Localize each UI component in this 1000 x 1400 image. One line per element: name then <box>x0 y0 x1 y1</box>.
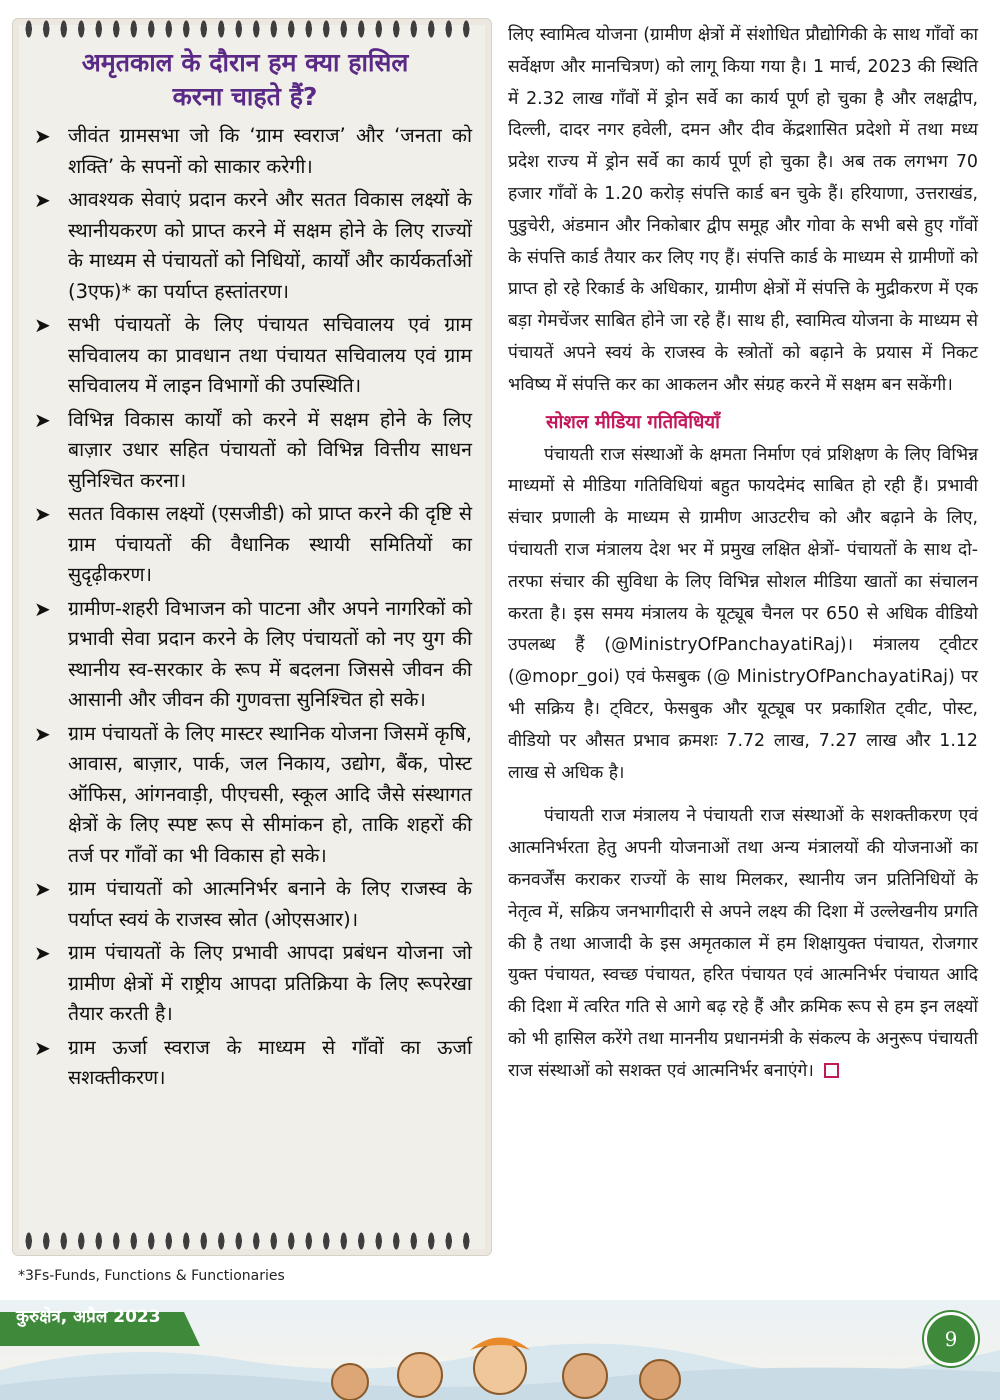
arrow-bullet-icon: ➤ <box>34 721 51 746</box>
paragraph-svamitva: लिए स्वामित्व योजना (ग्रामीण क्षेत्रों में संशोधित प्रौद्योगिकी के साथ गाँवों का सर्वेक्षण और मानचित्रण) को लागू किया गया है। 1 मार्च, 2023 की स्थिति में 2.32 लाख गाँवों में ड्रोन सर्वे का कार्य पूर्ण हो चुका है और लक्षद्वीप, दिल्ली, दादर नगर हवेली, दमन और दीव केंद्रशासित प्रदेशो में तथा मध्य प्रदेश राज्य में ड्रोन सर्वे का कार्य पूर्ण हो चुका है। अब तक लगभग 70 हजार गाँवों के 1.20 करोड़ संपत्ति कार्ड बन चुके हैं। हरियाणा, उत्तराखंड, पुडुचेरी, अंडमान और निकोबार द्वीप समूह और गोवा के सभी बसे हुए गाँवों के संपत्ति कार्ड तैयार कर लिए गए हैं। संपत्ति कार्ड के माध्यम से ग्रामीणों को प्राप्त हो रहे रिकार्ड के अधिकार, ग्रामीण क्षेत्रों में संपत्ति के मुद्रीकरण में एक बड़ा गेमचेंजर साबित होने जा रहे हैं। साथ ही, स्वामित्व योजना के माध्यम से पंचायतें अपने स्वयं के राजस्व के स्त्रोतों को बढ़ाने के प्रयास में निकट भविष्य में संपत्ति कर का आकलन और संग्रह करने में सक्षम बन सकेंगी। <box>508 25 978 395</box>
list-item <box>34 405 472 497</box>
arrow-bullet-icon: ➤ <box>34 596 51 621</box>
list-item-text: जीवंत ग्रामसभा जो कि ‘ग्राम स्वराज’ और ‘जनता को शक्ति’ के सपनों को साकार करेगी। <box>68 124 472 178</box>
box-title-line1: अमृतकाल के दौरान हम क्या हासिल <box>81 48 409 77</box>
list-item <box>34 121 472 182</box>
paragraph-conclusion <box>508 801 978 1087</box>
arrow-bullet-icon: ➤ <box>34 877 51 901</box>
list-item <box>34 310 472 402</box>
section-heading: सोशल मीडिया गतिविधियाँ <box>546 411 720 433</box>
article-column <box>508 20 978 1088</box>
list-item <box>34 938 472 1030</box>
arrow-bullet-icon: ➤ <box>34 188 51 212</box>
arrow-bullet-icon: ➤ <box>34 124 51 148</box>
list-item <box>34 1033 472 1094</box>
list-item-text: ग्राम पंचायतों के लिए प्रभावी आपदा प्रबंधन योजना जो ग्रामीण क्षेत्रों में राष्ट्रीय आपदा प्रतिक्रिया के लिए रूपरेखा तैयार करती है। <box>68 941 472 1025</box>
list-item-text: ग्रामीण-शहरी विभाजन को पाटना और अपने नागरिकों को प्रभावी सेवा प्रदान करने के लिए पंचायतों को नए युग की स्थानीय स्व-सरकार के रूप में बदलना जिससे जीवन की आसानी और जीवन की गुणवत्ता सुनिश्चित हो सके। <box>68 596 472 711</box>
list-item-text: ग्राम ऊर्जा स्वराज के माध्यम से गाँवों का ऊर्जा सशक्तीकरण। <box>68 1035 472 1089</box>
magazine-issue: कुरुक्षेत्र, अप्रैल 2023 <box>16 1307 161 1327</box>
end-mark-icon <box>824 1063 839 1078</box>
spiral-binding-top <box>20 16 480 42</box>
arrow-bullet-icon: ➤ <box>34 407 51 432</box>
list-item-text: ग्राम पंचायतों के लिए मास्टर स्थानिक योजना जिसमें कृषि, आवास, बाज़ार, पार्क, जल निकाय, उद्योग, बैंक, पोस्ट ऑफिस, आंगनवाड़ी, पीएचसी, स्कूल आदि जैसे संस्थागत क्षेत्रों के लिए स्पष्ट रूप से सीमांकन हो, ताकि शहरों की तर्ज पर गाँवों का भी विकास हो सके। <box>68 721 472 867</box>
paragraph-social-media: पंचायती राज संस्थाओं के क्षमता निर्माण एवं प्रशिक्षण के लिए विभिन्न माध्यमों से मीडिया गतिविधियां बहुत फायदेमंद साबित हो रही हैं। प्रभावी संचार प्रणाली के माध्यम से ग्रामीण आउटरीच को और बढ़ाने के लिए, पंचायती राज मंत्रालय देश भर में प्रमुख लक्षित क्षेत्रों- पंचायतों के साथ दो-तरफा संचार की सुविधा के लिए विभिन्न सोशल मीडिया खातों का संचालन करता है। इस समय मंत्रालय के यूट्यूब चैनल पर 650 से अधिक वीडियो उपलब्ध हैं (@MinistryOfPanchayatiRaj)। मंत्रालय ट्वीटर (@mopr_goi) एवं फेसबुक (@ MinistryOfPanchayatiRaj) पर भी सक्रिय है। ट्विटर, फेसबुक और यूट्यूब पर प्रकाशित ट्वीट, पोस्ट, वीडियो पर औसत प्रभाव क्रमशः 7.72 लाख, 7.27 लाख और 1.12 लाख से अधिक है। <box>508 444 978 783</box>
list-item-text: विभिन्न विकास कार्यों को करने में सक्षम होने के लिए बाज़ार उधार सहित पंचायतों को विभिन्न वित्तीय साधन सुनिश्चित करना। <box>68 407 472 492</box>
box-title-line2: करना चाहते हैं? <box>172 82 318 111</box>
spiral-binding-bottom <box>20 1228 480 1254</box>
arrow-bullet-icon: ➤ <box>34 313 51 337</box>
list-item-text: सभी पंचायतों के लिए पंचायत सचिवालय एवं ग्राम सचिवालय का प्रावधान तथा पंचायत सचिवालय एवं ग्राम सचिवालय में लाइन विभागों की उपस्थिति। <box>68 313 472 397</box>
list-item <box>34 499 472 591</box>
list-item-text: आवश्यक सेवाएं प्रदान करने और सतत विकास लक्ष्यों के स्थानीयकरण को प्राप्त करने में सक्षम होने के लिए राज्यों के माध्यम से पंचायतों को निधियों, कार्यों और कार्यकर्ताओं (3एफ)* का पर्याप्त हस्तांतरण। <box>68 188 472 303</box>
paragraph-conclusion-text: पंचायती राज मंत्रालय ने पंचायती राज संस्थाओं के सशक्तीकरण एवं आत्मनिर्भरता हेतु अपनी योजनाओं तथा अन्य मंत्रालयों की योजनाओं का कनवर्जेंस कराकर राज्यों के साथ मिलकर, स्थानीय जन प्रतिनिधियों के नेतृत्व में, सक्रिय जनभागीदारी से अपने लक्ष्य की दिशा में उल्लेखनीय प्रगति की है तथा आजादी के इस अमृतकाल में हम शिक्षायुक्त पंचायत, रोजगार युक्त पंचायत, स्वच्छ पंचायत, हरित पंचायत एवं आत्मनिर्भर पंचायत आदि की दिशा में त्वरित गति से आगे बढ़ रहे हैं और क्रमिक रूप से हम इन लक्ष्यों को भी हासिल करेंगे तथा माननीय प्रधानमंत्री के संकल्प के अनुरूप पंचायती राज संस्थाओं को सशक्त एवं आत्मनिर्भर बनाएंगे। <box>508 806 978 1081</box>
list-item-text: सतत विकास लक्ष्यों (एसजीडी) को प्राप्त करने की दृष्टि से ग्राम पंचायतों की वैधानिक स्थायी समितियों का सुदृढ़ीकरण। <box>68 502 472 586</box>
arrow-bullet-icon: ➤ <box>34 1035 51 1060</box>
box-title <box>40 46 450 114</box>
arrow-bullet-icon: ➤ <box>34 502 51 526</box>
list-item <box>34 185 472 307</box>
list-item <box>34 594 472 716</box>
page-number: 9 <box>924 1312 978 1366</box>
goals-list <box>34 121 472 1097</box>
list-item <box>34 874 472 935</box>
list-item-text: ग्राम पंचायतों को आत्मनिर्भर बनाने के लिए राजस्व के पर्याप्त स्वयं के राजस्व स्रोत (ओएसआर)। <box>68 877 472 931</box>
list-item <box>34 719 472 872</box>
arrow-bullet-icon: ➤ <box>34 941 51 965</box>
footnote: *3Fs-Funds, Functions & Functionaries <box>18 1268 285 1284</box>
page-footer <box>0 1300 1000 1400</box>
